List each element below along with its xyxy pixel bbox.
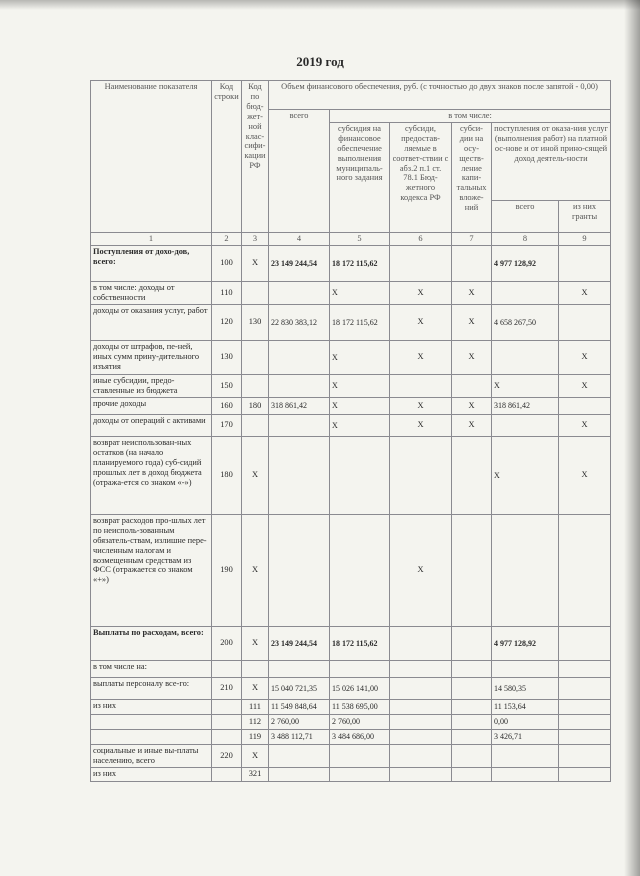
- cell-row-code: [212, 767, 242, 781]
- cell-subsidy-capital: [452, 245, 492, 281]
- column-number-3: 3: [242, 232, 269, 245]
- header-row-code: Код строки: [212, 81, 242, 233]
- cell-total: [269, 514, 330, 626]
- cell-total: 11 549 848,64: [269, 699, 330, 714]
- cell-subsidy-78: Х: [390, 514, 452, 626]
- cell-subsidy-municipal: [330, 744, 390, 767]
- cell-subsidy-78: Х: [390, 414, 452, 436]
- header-volume: Объем финансового обеспечения, руб. (с точностью до двух знаков после запятой - 0,00): [269, 81, 611, 110]
- table-row: [91, 514, 611, 626]
- header-subsidy-78: субсиди, предостав-ляемые в соответ-ствии с абз.2 п.1 ст. 78.1 Бюд-жетного кодекса РФ: [390, 122, 452, 232]
- cell-subsidy-capital: [452, 729, 492, 744]
- cell-row-code: 150: [212, 374, 242, 397]
- cell-budget-code: [242, 281, 269, 304]
- cell-paid-total: [492, 514, 559, 626]
- cell-paid-grants: Х: [559, 436, 611, 514]
- cell-name: возврат расходов про-шлых лет по неисполь-зованным обязатель-ствам, излишне пере-численным налогам и возмещенным средствам из ФСС (отражается со знаком «+»): [91, 514, 212, 626]
- cell-row-code: 220: [212, 744, 242, 767]
- cell-subsidy-municipal: 15 026 141,00: [330, 677, 390, 699]
- cell-paid-grants: [559, 397, 611, 414]
- cell-subsidy-78: Х: [390, 304, 452, 340]
- cell-row-code: 110: [212, 281, 242, 304]
- cell-subsidy-capital: Х: [452, 304, 492, 340]
- cell-budget-code: 111: [242, 699, 269, 714]
- cell-name: [91, 714, 212, 729]
- cell-paid-grants: [559, 677, 611, 699]
- cell-budget-code: Х: [242, 245, 269, 281]
- table-row: [91, 397, 611, 414]
- table-row: [91, 340, 611, 374]
- financial-table: [90, 80, 611, 782]
- cell-paid-total: [492, 767, 559, 781]
- cell-name: Выплаты по расходам, всего:: [91, 626, 212, 660]
- cell-row-code: 210: [212, 677, 242, 699]
- column-number-4: 4: [269, 232, 330, 245]
- cell-name: [91, 729, 212, 744]
- table-row: [91, 626, 611, 660]
- cell-subsidy-capital: [452, 677, 492, 699]
- cell-budget-code: 321: [242, 767, 269, 781]
- table-row: [91, 767, 611, 781]
- cell-budget-code: Х: [242, 744, 269, 767]
- cell-total: 3 488 112,71: [269, 729, 330, 744]
- cell-row-code: 170: [212, 414, 242, 436]
- cell-paid-grants: [559, 660, 611, 677]
- cell-subsidy-78: Х: [390, 340, 452, 374]
- cell-budget-code: Х: [242, 677, 269, 699]
- cell-paid-grants: [559, 714, 611, 729]
- cell-total: 2 760,00: [269, 714, 330, 729]
- cell-name: доходы от оказания услуг, работ: [91, 304, 212, 340]
- cell-subsidy-capital: Х: [452, 340, 492, 374]
- header-paid-services: поступления от оказа-ния услуг (выполнения работ) на платной ос-нове и от иной прино-сящей доход деятель-ности: [492, 122, 611, 200]
- cell-budget-code: 130: [242, 304, 269, 340]
- cell-total: [269, 767, 330, 781]
- cell-budget-code: Х: [242, 514, 269, 626]
- cell-total: [269, 744, 330, 767]
- column-number-7: 7: [452, 232, 492, 245]
- cell-paid-total: 4 977 128,92: [492, 626, 559, 660]
- cell-row-code: [212, 714, 242, 729]
- cell-subsidy-capital: [452, 436, 492, 514]
- cell-paid-grants: [559, 729, 611, 744]
- column-number-9: 9: [559, 232, 611, 245]
- cell-row-code: 160: [212, 397, 242, 414]
- cell-paid-total: 3 426,71: [492, 729, 559, 744]
- cell-subsidy-municipal: Х: [330, 340, 390, 374]
- cell-subsidy-capital: [452, 660, 492, 677]
- cell-total: [269, 340, 330, 374]
- cell-total: [269, 660, 330, 677]
- cell-subsidy-78: [390, 744, 452, 767]
- cell-paid-total: 4 658 267,50: [492, 304, 559, 340]
- cell-budget-code: 119: [242, 729, 269, 744]
- cell-paid-grants: [559, 304, 611, 340]
- table-row: [91, 414, 611, 436]
- cell-subsidy-capital: [452, 744, 492, 767]
- cell-total: [269, 436, 330, 514]
- cell-subsidy-municipal: Х: [330, 397, 390, 414]
- table-row: [91, 729, 611, 744]
- table-row: [91, 281, 611, 304]
- cell-paid-grants: Х: [559, 374, 611, 397]
- cell-row-code: 180: [212, 436, 242, 514]
- cell-subsidy-municipal: Х: [330, 414, 390, 436]
- cell-subsidy-capital: [452, 374, 492, 397]
- cell-subsidy-78: [390, 729, 452, 744]
- cell-name: возврат неиспользован-ных остатков (на начало планируемого года) суб-сидий прошлых лет в доход бюджета (отража-ется со знаком «-»): [91, 436, 212, 514]
- cell-total: [269, 414, 330, 436]
- header-including: в том числе:: [330, 110, 611, 123]
- cell-row-code: 190: [212, 514, 242, 626]
- cell-paid-grants: [559, 744, 611, 767]
- cell-paid-grants: [559, 245, 611, 281]
- cell-subsidy-78: Х: [390, 281, 452, 304]
- cell-subsidy-78: [390, 699, 452, 714]
- header-budget-code: Код по бюд-жет-ной клас-сифи-кации РФ: [242, 81, 269, 233]
- cell-total: 23 149 244,54: [269, 245, 330, 281]
- cell-name: выплаты персоналу все-го:: [91, 677, 212, 699]
- cell-row-code: 130: [212, 340, 242, 374]
- scan-edge-shadow: [624, 0, 640, 876]
- cell-paid-total: [492, 414, 559, 436]
- cell-name: в том числе на:: [91, 660, 212, 677]
- table-row: [91, 699, 611, 714]
- cell-paid-total: Х: [492, 436, 559, 514]
- cell-subsidy-municipal: [330, 514, 390, 626]
- cell-budget-code: [242, 374, 269, 397]
- cell-subsidy-capital: [452, 626, 492, 660]
- cell-name: иные субсидии, предо-ставленные из бюджета: [91, 374, 212, 397]
- cell-subsidy-78: [390, 714, 452, 729]
- cell-subsidy-capital: [452, 767, 492, 781]
- cell-subsidy-municipal: [330, 436, 390, 514]
- cell-name: из них: [91, 767, 212, 781]
- cell-paid-total: 0,00: [492, 714, 559, 729]
- cell-subsidy-78: [390, 677, 452, 699]
- cell-name: Поступления от дохо-дов, всего:: [91, 245, 212, 281]
- cell-subsidy-78: [390, 245, 452, 281]
- cell-name: доходы от штрафов, пе-ней, иных сумм прину-дительного изъятия: [91, 340, 212, 374]
- cell-name: из них: [91, 699, 212, 714]
- cell-row-code: 200: [212, 626, 242, 660]
- cell-row-code: 120: [212, 304, 242, 340]
- table-row: [91, 714, 611, 729]
- cell-budget-code: Х: [242, 626, 269, 660]
- column-number-8: 8: [492, 232, 559, 245]
- cell-paid-total: 11 153,64: [492, 699, 559, 714]
- cell-subsidy-78: [390, 660, 452, 677]
- cell-subsidy-78: [390, 626, 452, 660]
- cell-subsidy-municipal: 18 172 115,62: [330, 245, 390, 281]
- cell-subsidy-municipal: Х: [330, 374, 390, 397]
- cell-subsidy-municipal: 11 538 695,00: [330, 699, 390, 714]
- table-row: [91, 677, 611, 699]
- cell-subsidy-municipal: 2 760,00: [330, 714, 390, 729]
- cell-name: в том числе: доходы от собственности: [91, 281, 212, 304]
- column-number-5: 5: [330, 232, 390, 245]
- header-paid-total: всего: [492, 200, 559, 232]
- cell-paid-grants: Х: [559, 340, 611, 374]
- header-name: Наименование показателя: [91, 81, 212, 233]
- cell-subsidy-78: [390, 436, 452, 514]
- cell-subsidy-capital: [452, 714, 492, 729]
- cell-subsidy-municipal: 18 172 115,62: [330, 304, 390, 340]
- cell-row-code: [212, 729, 242, 744]
- cell-subsidy-capital: [452, 699, 492, 714]
- cell-budget-code: [242, 660, 269, 677]
- cell-total: [269, 281, 330, 304]
- page-title: 2019 год: [296, 54, 344, 69]
- cell-name: доходы от операций с активами: [91, 414, 212, 436]
- table-row: [91, 660, 611, 677]
- cell-paid-grants: Х: [559, 414, 611, 436]
- cell-budget-code: [242, 340, 269, 374]
- cell-total: 15 040 721,35: [269, 677, 330, 699]
- cell-subsidy-municipal: [330, 660, 390, 677]
- cell-total: 23 149 244,54: [269, 626, 330, 660]
- cell-budget-code: Х: [242, 436, 269, 514]
- cell-paid-grants: [559, 767, 611, 781]
- cell-paid-total: [492, 744, 559, 767]
- cell-total: 318 861,42: [269, 397, 330, 414]
- table-row: [91, 744, 611, 767]
- cell-subsidy-municipal: Х: [330, 281, 390, 304]
- cell-paid-grants: [559, 626, 611, 660]
- cell-name: социальные и иные вы-платы населению, всего: [91, 744, 212, 767]
- cell-paid-total: [492, 340, 559, 374]
- cell-paid-total: 4 977 128,92: [492, 245, 559, 281]
- cell-total: [269, 374, 330, 397]
- cell-paid-total: [492, 281, 559, 304]
- cell-subsidy-municipal: 18 172 115,62: [330, 626, 390, 660]
- cell-budget-code: 180: [242, 397, 269, 414]
- cell-subsidy-capital: Х: [452, 397, 492, 414]
- table-row: [91, 374, 611, 397]
- cell-paid-grants: [559, 514, 611, 626]
- cell-paid-grants: Х: [559, 281, 611, 304]
- header-subsidy-capital: субси-дии на осу-ществ-ление капи-тальных вложе-ний: [452, 122, 492, 232]
- cell-row-code: [212, 699, 242, 714]
- cell-budget-code: 112: [242, 714, 269, 729]
- table-row: [91, 304, 611, 340]
- cell-total: 22 830 383,12: [269, 304, 330, 340]
- cell-budget-code: [242, 414, 269, 436]
- table-row: [91, 245, 611, 281]
- cell-subsidy-capital: Х: [452, 281, 492, 304]
- cell-row-code: 100: [212, 245, 242, 281]
- cell-paid-total: 14 580,35: [492, 677, 559, 699]
- column-number-1: 1: [91, 232, 212, 245]
- column-numbers-row: [91, 232, 611, 245]
- cell-subsidy-municipal: 3 484 686,00: [330, 729, 390, 744]
- cell-subsidy-78: [390, 767, 452, 781]
- cell-paid-grants: [559, 699, 611, 714]
- column-number-6: 6: [390, 232, 452, 245]
- cell-row-code: [212, 660, 242, 677]
- cell-subsidy-78: [390, 374, 452, 397]
- cell-paid-total: 318 861,42: [492, 397, 559, 414]
- cell-name: прочие доходы: [91, 397, 212, 414]
- header-total: всего: [269, 110, 330, 233]
- cell-subsidy-capital: Х: [452, 414, 492, 436]
- cell-paid-total: [492, 660, 559, 677]
- table-row: [91, 436, 611, 514]
- column-number-2: 2: [212, 232, 242, 245]
- cell-subsidy-capital: [452, 514, 492, 626]
- header-paid-grants: из них гранты: [559, 200, 611, 232]
- header-subsidy-municipal: субсидия на финансовое обеспечение выполнения муниципаль-ного задания: [330, 122, 390, 232]
- cell-paid-total: Х: [492, 374, 559, 397]
- scan-top-shadow: [0, 0, 640, 10]
- cell-subsidy-78: Х: [390, 397, 452, 414]
- cell-subsidy-municipal: [330, 767, 390, 781]
